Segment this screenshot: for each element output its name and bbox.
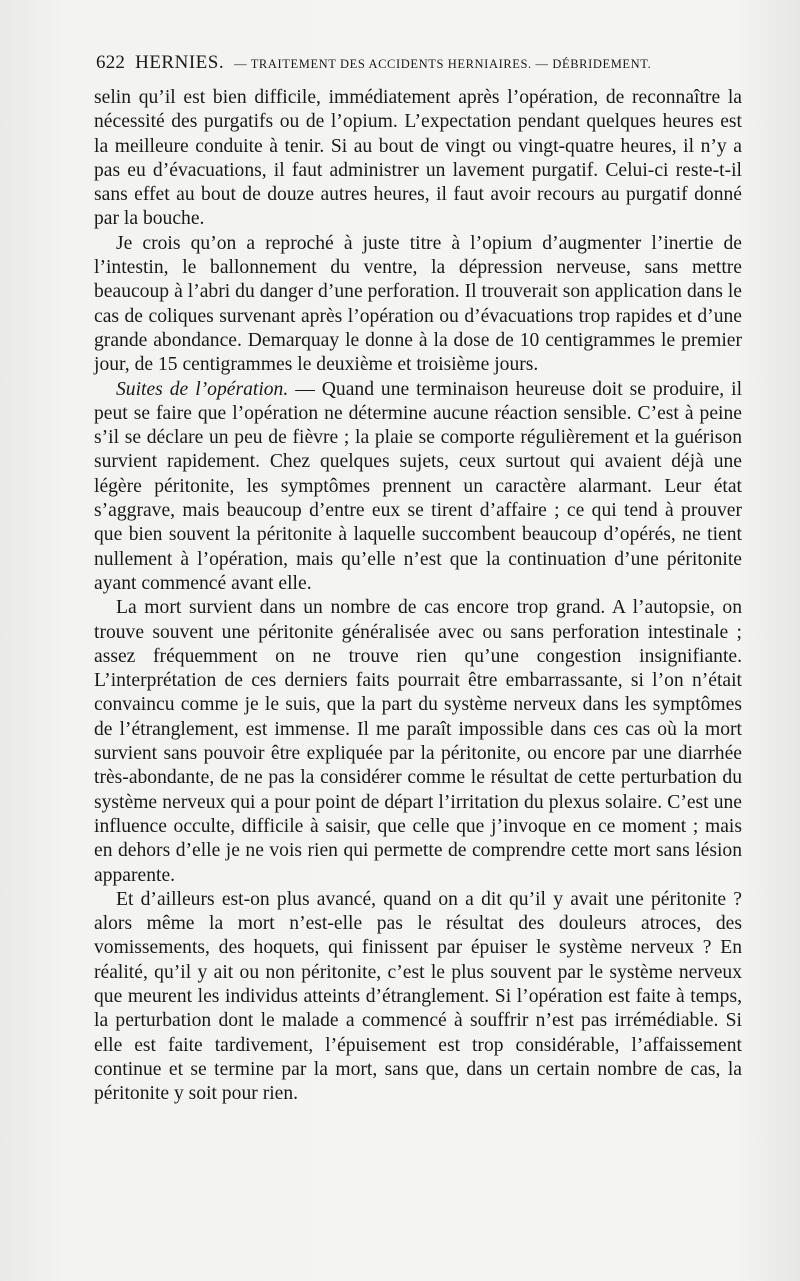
- paragraph-5: Et d’ailleurs est-on plus avancé, quand on a dit qu’il y avait une péritonite ? alors même la mort n’est-elle pas le résultat des douleurs atroces, des vomissements, des hoquets, qui finissent par épuiser le système nerveux ? En réalité, qu’il y ait ou non péritonite, c’est le plus souvent par le système nerveux que meurent les individus atteints d’étranglement. Si l’opération est faite à temps, la perturbation dont le malade a commencé à souffrir n’est pas irrémédiable. Si elle est faite tardivement, l’épuisement est trop considérable, l’affaissement continue et se termine par la mort, sans que, dans un certain nombre de cas, la péritonite y soit pour rien.: [94, 888, 742, 1105]
- page-number: 622: [96, 52, 126, 73]
- paragraph-1: selin qu’il est bien difficile, immédiatement après l’opération, de reconnaître la nécessité des purgatifs ou de l’opium. L’expectation pendant quelques heures est la meilleure conduite à tenir. Si au bout de vingt ou vingt-quatre heures, il n’y a pas eu d’évacuations, il faut administrer un lavement purgatif. Celui-ci reste-t-il sans effet au bout de douze autres heures, il faut avoir recours au purgatif donné par la bouche.: [94, 87, 742, 230]
- section-lead: Suites de l’opération.: [116, 378, 289, 400]
- running-head: HERNIES.: [135, 52, 225, 73]
- paragraph-2: Je crois qu’on a reproché à juste titre à l’opium d’augmenter l’inertie de l’intestin, le ballonnement du ventre, la dépression nerveuse, sans mettre beaucoup à l’abri du danger d’une perforation. Il trouverait son application dans le cas de coliques survenant après l’opération ou d’évacuations trop rapides et d’une grande abondance. Demarquay le donne à la dose de 10 centigrammes le premier jour, de 15 centigrammes le deuxième et troisième jours.: [94, 232, 742, 376]
- page-body: [94, 86, 742, 1106]
- paragraph-4: La mort survient dans un nombre de cas encore trop grand. A l’autopsie, on trouve souvent une péritonite généralisée avec ou sans perforation intestinale ; assez fréquemment on ne trouve rien qu’une congestion insignifiante. L’interprétation de ces derniers faits pourrait être embarrassante, si l’on n’était convaincu comme je le suis, que la part du système nerveux dans les symptômes de l’étranglement, est immense. Il me paraît impossible dans ces cas où la mort survient sans pouvoir être expliquée par la péritonite, ou encore par une diarrhée très-abondante, de ne pas la considérer comme le résultat de cette perturbation du système nerveux qui a pour point de départ l’irritation du plexus solaire. C’est une influence occulte, difficile à saisir, que celle que j’invoque en ce moment ; mais en dehors d’elle je ne vois rien qui permette de comprendre cette mort sans lésion apparente.: [94, 597, 742, 886]
- paragraph-3: [94, 378, 742, 597]
- paragraph-3-text: — Quand une terminaison heureuse doit se produire, il peut se faire que l’opération ne détermine aucune réaction sensible. C’est à peine s’il se déclare un peu de fièvre ; la plaie se comporte régulièrement et la guérison survient rapidement. Chez quelques sujets, ceux surtout qui avaient déjà une légère péritonite, les symptômes prennent un caractère alarmant. Leur état s’aggrave, mais beaucoup d’entre eux se tirent d’affaire ; ce qui tend à prouver que bien souvent la péritonite à laquelle succombent beaucoup d’opérés, ne tient nullement à l’opération, mais qu’elle n’est que la continuation d’une péritonite ayant commencé avant elle.: [94, 378, 743, 594]
- page-header: [96, 52, 726, 74]
- running-subtitle: — TRAITEMENT DES ACCIDENTS HERNIAIRES. — DÉBRIDEMENT.: [234, 57, 652, 71]
